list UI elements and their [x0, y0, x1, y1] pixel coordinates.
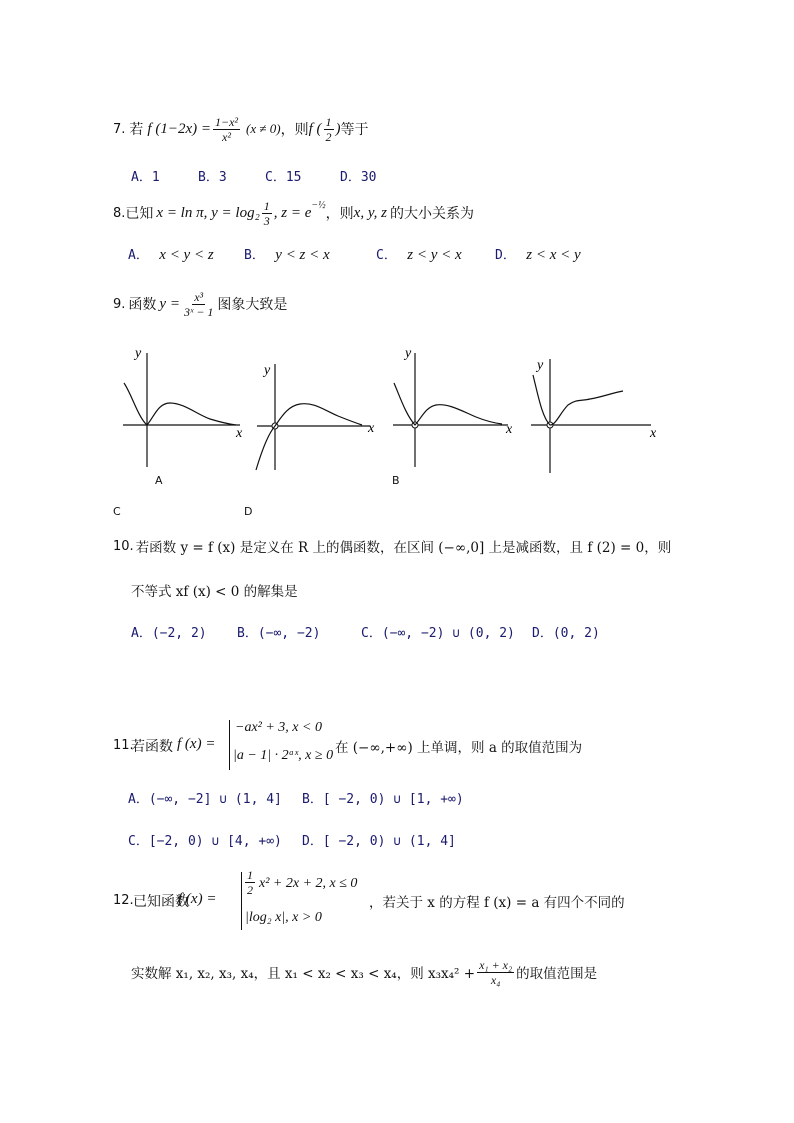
q11-option-c[interactable]: C．[−2, 0) ∪ [4, +∞) — [128, 834, 282, 849]
graph-c-x-label: x — [650, 426, 657, 441]
q8-option-a-value: x < y < z — [159, 247, 214, 263]
q10-line1: 若函数 y = f (x) 是定义在 R 上的偶函数，在区间 (−∞,0] 上是减函数，且 f (2) = 0，则 — [135, 540, 672, 556]
q12-case2: |log₂ x|, x > 0 — [245, 910, 322, 925]
q8-third-denominator: 3 — [263, 213, 270, 228]
q7-condition: (x ≠ 0) — [246, 121, 281, 136]
q11-option-b[interactable]: B．[ −2, 0) ∪ [1, +∞) — [302, 792, 464, 807]
q7-option-d[interactable]: D．30 — [340, 170, 377, 185]
graph-d-x-label: x — [368, 421, 375, 436]
q8-option-b-label: B． — [244, 248, 265, 263]
q8-option-d-value: z < x < y — [526, 247, 581, 263]
q8-option-a-label: A． — [128, 248, 149, 263]
graph-a-y-label: y — [135, 346, 142, 361]
q9-lhs: y = — [159, 295, 180, 312]
q11-number: 11. — [113, 738, 134, 753]
q12-final-denominator: x₄ — [490, 972, 501, 987]
q8-vars: x, y, z — [353, 204, 387, 221]
q11-option-a[interactable]: A．(−∞, −2] ∪ (1, 4] — [128, 792, 282, 807]
q11-lhs: f (x) = — [177, 736, 216, 752]
q7-half-denominator: 2 — [325, 129, 332, 144]
q8-third-numerator: 1 — [263, 198, 270, 213]
question-7 — [113, 112, 369, 146]
q10-option-d[interactable]: D．(0, 2) — [532, 626, 600, 641]
q10-option-c[interactable]: C．(−∞, −2) ∪ (0, 2) — [361, 626, 515, 641]
q10-number: 10. — [113, 538, 134, 554]
q8-option-d[interactable] — [495, 244, 581, 264]
graph-letter-a: A — [155, 474, 163, 487]
q9-fraction-denominator: 3ˣ − 1 — [183, 304, 214, 319]
q8-option-b[interactable] — [244, 244, 330, 264]
graph-option-c[interactable] — [528, 355, 663, 480]
q9-suffix: 图象大致是 — [217, 297, 288, 313]
graph-b-x-label: x — [506, 422, 513, 437]
q11-case2: |a − 1| · 2ᵃˣ, x ≥ 0 — [233, 748, 334, 763]
q8-prefix: 已知 — [125, 206, 154, 222]
q8-expr2: , z = e — [273, 204, 312, 221]
question-10 — [113, 536, 671, 556]
q8-option-c-label: C． — [376, 248, 397, 263]
q7-f-half-post: ) — [335, 120, 341, 137]
graph-letter-c: C — [113, 505, 121, 518]
q9-number: 9. — [113, 296, 126, 312]
q9-prefix: 函数 — [128, 297, 157, 313]
q7-mid: ，则 — [280, 122, 309, 138]
q7-f-half-pre: f ( — [308, 120, 322, 137]
q7-fraction-denominator: x² — [222, 129, 231, 144]
q12-half-fraction — [245, 868, 255, 897]
graph-option-a[interactable] — [118, 345, 248, 475]
q7-option-a[interactable]: A．1 — [131, 170, 160, 185]
q8-exponent: −½ — [311, 199, 326, 211]
question-11 — [113, 718, 713, 774]
graph-d-y-label: y — [264, 363, 271, 378]
q8-number: 8. — [113, 205, 126, 221]
q7-suffix: 等于 — [340, 122, 369, 138]
graph-letter-d: D — [244, 505, 253, 518]
q10-option-a[interactable]: A．(−2, 2) — [131, 626, 207, 641]
q8-third-fraction — [262, 199, 272, 228]
q7-lhs: f (1−2x) = — [147, 120, 211, 137]
q12-prefix: 已知函数 — [133, 894, 189, 910]
q9-fraction-numerator: x³ — [194, 289, 204, 304]
question-8 — [113, 196, 474, 230]
question-12 — [113, 868, 713, 934]
q12-half-numerator: 1 — [247, 868, 253, 882]
q8-option-b-value: y < z < x — [275, 247, 330, 263]
graph-option-b[interactable] — [390, 345, 520, 475]
q8-suffix: 的大小关系为 — [389, 206, 474, 222]
q8-option-a[interactable] — [128, 244, 214, 264]
q12-brace — [241, 872, 242, 930]
q12-half-denominator: 2 — [247, 883, 253, 897]
q11-prefix: 若函数 — [131, 739, 173, 755]
q11-suffix: 在 (−∞,+∞) 上单调，则 a 的取值范围为 — [335, 740, 583, 756]
graph-b-y-label: y — [405, 346, 412, 361]
q7-half-numerator: 1 — [325, 114, 332, 129]
q12-final-numerator: x₁ + x₂ — [479, 957, 513, 972]
q12-lhs: f (x) = — [178, 891, 217, 907]
q12-final-fraction — [477, 958, 514, 987]
q8-option-c[interactable] — [376, 244, 462, 264]
q7-fraction-numerator: 1−x² — [214, 114, 238, 129]
q11-option-d[interactable]: D．[ −2, 0) ∪ (1, 4] — [302, 834, 456, 849]
q10-option-b[interactable]: B．(−∞, −2) — [237, 626, 321, 641]
q11-brace — [229, 720, 230, 770]
q7-number: 7. — [113, 121, 126, 137]
q8-option-d-label: D． — [495, 248, 516, 263]
q7-prefix: 若 — [129, 122, 144, 138]
q8-option-c-value: z < y < x — [407, 247, 462, 263]
q9-fraction — [182, 290, 215, 319]
q7-option-c[interactable]: C．15 — [265, 170, 302, 185]
graph-letter-b: B — [392, 474, 400, 487]
q12-line2-b: 的取值范围是 — [516, 966, 598, 982]
q10-line2: 不等式 xf (x) < 0 的解集是 — [131, 584, 298, 600]
q12-suffix: ，若关于 x 的方程 f (x) = a 有四个不同的 — [369, 895, 625, 911]
graph-c-y-label: y — [537, 358, 544, 373]
q7-option-b[interactable]: B．3 — [198, 170, 227, 185]
q12-number: 12. — [113, 893, 134, 908]
q7-fraction — [213, 115, 240, 144]
q7-half-fraction — [324, 115, 334, 144]
graph-a-x-label: x — [236, 426, 243, 441]
q12-line2-a: 实数解 x₁, x₂, x₃, x₄，且 x₁ < x₂ < x₃ < x₄，则 x₃x₄² + — [131, 966, 476, 982]
q12-case1: x² + 2x + 2, x ≤ 0 — [259, 876, 358, 891]
graph-option-d[interactable] — [252, 360, 382, 480]
q11-case1: −ax² + 3, x < 0 — [235, 720, 322, 735]
q12-line2 — [131, 952, 597, 992]
q8-mid: ，则 — [325, 206, 354, 222]
question-9 — [113, 284, 287, 324]
q8-expr1: x = ln π, y = log₂ — [156, 204, 260, 221]
